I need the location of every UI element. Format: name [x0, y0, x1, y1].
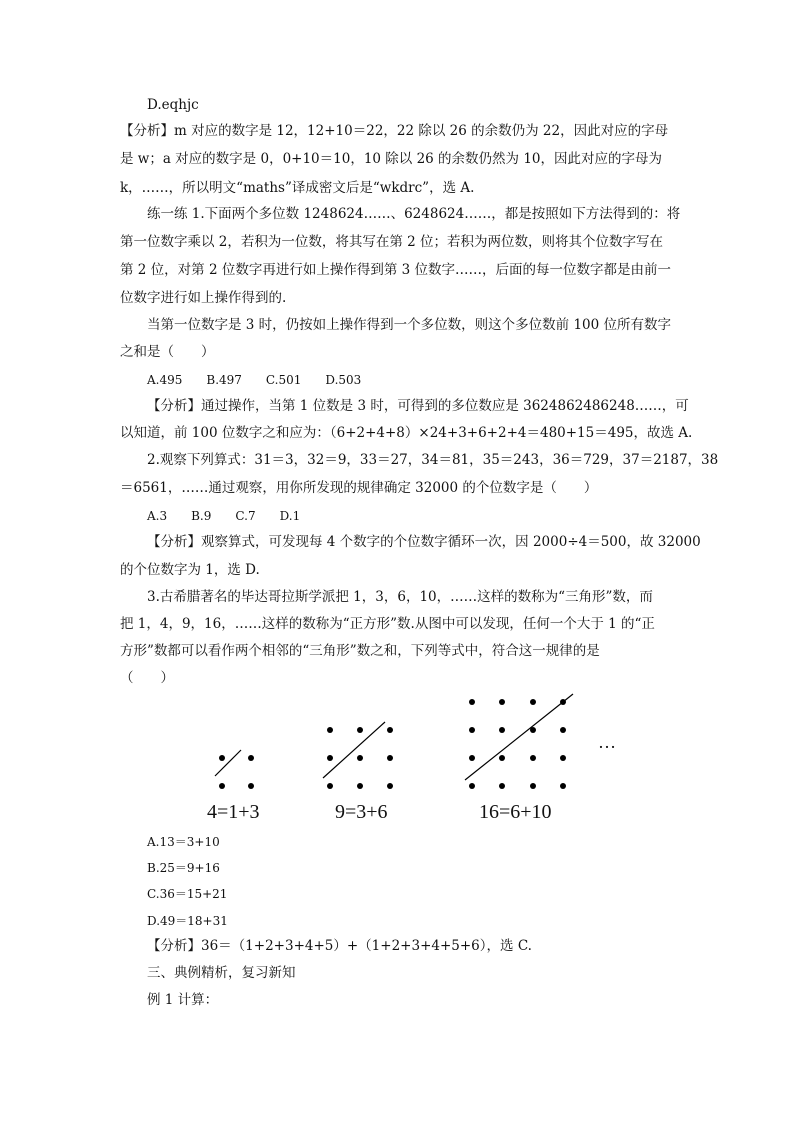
dots-2x2 [215, 750, 254, 789]
exercise-1-line: 位数字进行如上操作得到的. [120, 290, 287, 306]
analysis-line: 以知道，前 100 位数字之和应为：（6+2+4+8）×24+3+6+2+4＝480+15＝495，故选 A. [120, 425, 693, 441]
exercise-1-line: 第一位数字乘以 2，若积为一位数，将其写在第 2 位；若积为两位数，则将其个位数字写在 [120, 234, 664, 250]
analysis-line: 【分析】观察算式，可发现每 4 个数字的个位数字循环一次，因 2000÷4＝500，故 32000 [147, 534, 701, 550]
exercise-1-options: A.495 B.497 C.501 D.503 [147, 373, 362, 387]
exercise-2-line: ＝6561，……通过观察，用你所发现的规律确定 32000 的个位数字是（ ） [120, 480, 598, 496]
option-c: C.36＝15+21 [147, 887, 228, 901]
section-heading: 三、典例精析，复习新知 [147, 965, 296, 981]
option-d-line: D.eqhjc [147, 97, 199, 113]
figure-label-2: 9=3+6 [335, 801, 388, 823]
dots-4x4 [465, 694, 573, 789]
exercise-3-line: 3.古希腊著名的毕达哥拉斯学派把 1，3，6，10，……这样的数称为“三角形”数，而 [147, 589, 653, 605]
exercise-2-line: 2.观察下列算式：31＝3，32＝9，33＝27，34＝81，35＝243，36＝729，37＝2187，38 [147, 452, 719, 468]
exercise-3-line: （ ） [120, 670, 174, 686]
analysis-line: 【分析】m 对应的数字是 12，12+10＝22，22 除以 26 的余数仍为 22，因此对应的字母 [120, 123, 669, 139]
exercise-3-line: 把 1，4，9，16，……这样的数称为“正方形”数.从图中可以发现，任何一个大于 1 的“正 [120, 616, 655, 632]
figure-ellipsis: … [598, 732, 616, 752]
exercise-3-line: 方形”数都可以看作两个相邻的“三角形”数之和，下列等式中，符合这一规律的是 [120, 643, 600, 659]
exercise-1-line: 第 2 位，对第 2 位数字再进行如上操作得到第 3 位数字……，后面的每一位数字都是由前一 [120, 262, 672, 278]
analysis-line: 【分析】通过操作，当第 1 位数是 3 时，可得到的多位数应是 3624862486248……，可 [147, 398, 689, 414]
exercise-1-question: 当第一位数字是 3 时，仍按如上操作得到一个多位数，则这个多位数前 100 位所有数字 [147, 317, 672, 333]
dot-diagram [195, 688, 635, 798]
square-number-figure [195, 688, 635, 828]
figure-label-1: 4=1+3 [207, 801, 260, 823]
exercise-1-line: 练一练 1.下面两个多位数 1248624……、6248624……，都是按照如下方法得到的：将 [147, 206, 681, 222]
analysis-line: k，……，所以明文“maths”译成密文后是“wkdrc”，选 A. [120, 180, 475, 196]
analysis-line: 的个位数字为 1，选 D. [120, 562, 260, 578]
dots-3x3 [323, 722, 393, 789]
analysis-line: 是 w；a 对应的数字是 0，0+10＝10，10 除以 26 的余数仍然为 10，因此对应的字母为 [120, 151, 663, 167]
exercise-2-options: A.3 B.9 C.7 D.1 [147, 509, 301, 523]
example-1-heading: 例 1 计算： [147, 992, 219, 1008]
option-b: B.25＝9+16 [147, 861, 220, 875]
option-a: A.13＝3+10 [147, 835, 220, 849]
exercise-1-question: 之和是（ ） [120, 344, 215, 360]
option-d: D.49＝18+31 [147, 914, 228, 928]
analysis-line: 【分析】36＝（1+2+3+4+5）+（1+2+3+4+5+6），选 C. [147, 938, 532, 954]
figure-label-3: 16=6+10 [479, 801, 552, 823]
